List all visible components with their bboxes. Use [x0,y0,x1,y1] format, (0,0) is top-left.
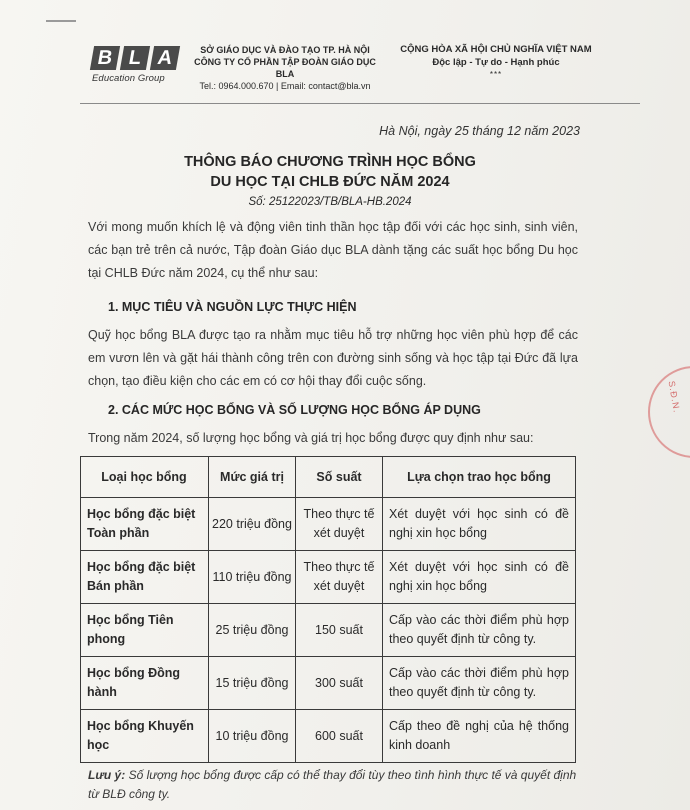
scholarship-table [80,456,576,763]
column-header: Loại học bổng [81,457,209,498]
logo-letter: L [120,46,150,70]
section2-body: Trong năm 2024, số lượng học bổng và giá trị học bổng được quy định như sau: [88,431,534,445]
table-cell: 150 suất [296,604,383,657]
footnote-text: Số lượng học bổng được cấp có thể thay đổi tùy theo tình hình thực tế và quyết định từ BLĐ công ty. [88,768,577,801]
table-cell: Học bổng Tiên phong [81,604,209,657]
table-cell: 10 triệu đồng [209,710,296,763]
table-cell: Xét duyệt với học sinh có đề nghị xin học bổng [383,498,576,551]
stamp-text: S.Đ.N. [666,380,683,414]
footnote [88,766,578,804]
table-cell: 600 suất [296,710,383,763]
table-row [81,604,576,657]
logo-subtitle: Education Group [92,73,165,84]
table-cell: Học bổng đặc biệt Bán phần [81,551,209,604]
organization-block [190,44,380,92]
logo-letter: B [90,46,120,70]
table-cell: Theo thực tế xét duyệt [296,498,383,551]
top-divider [46,20,76,22]
nation-line1: CỘNG HÒA XÃ HỘI CHỦ NGHĨA VIỆT NAM [400,44,592,55]
table-cell: Cấp vào các thời điểm phù hợp theo quyết định từ công ty. [383,604,576,657]
table-cell: Học bổng đặc biệt Toàn phần [81,498,209,551]
footnote-label: Lưu ý: [88,768,126,782]
section1-heading: 1. MỤC TIÊU VÀ NGUỒN LỰC THỰC HIỆN [108,300,357,314]
table-cell: 110 triệu đồng [209,551,296,604]
table-cell: Cấp theo đề nghị của hệ thống kinh doanh [383,710,576,763]
table-row [81,657,576,710]
section2-heading: 2. CÁC MỨC HỌC BỔNG VÀ SỐ LƯỢNG HỌC BỔNG ÁP DỤNG [108,403,481,417]
table-header-row [81,457,576,498]
document-title-line1: THÔNG BÁO CHƯƠNG TRÌNH HỌC BỔNG [184,154,476,170]
bla-logo [92,46,182,84]
org-line1: SỞ GIÁO DỤC VÀ ĐÀO TẠO TP. HÀ NỘI [200,45,370,55]
document-title-line2: DU HỌC TẠI CHLB ĐỨC NĂM 2024 [210,174,450,190]
document-date: Hà Nội, ngày 25 tháng 12 năm 2023 [379,124,580,138]
nation-line2: Độc lập - Tự do - Hạnh phúc [432,56,560,68]
table-cell: Học bổng Khuyến học [81,710,209,763]
nation-stars: *** [489,70,503,79]
column-header: Mức giá trị [209,457,296,498]
table-cell: Theo thực tế xét duyệt [296,551,383,604]
column-header: Lựa chọn trao học bổng [383,457,576,498]
table-cell: 220 triệu đồng [209,498,296,551]
section1-body: Quỹ học bổng BLA được tạo ra nhằm mục tiêu hỗ trợ những học viên phù hợp để các em vươn lên và gặt hái thành công trên con đường sinh sống và học tập tại Đức đã lựa chọn, tạo điều kiện cho các em có cơ hội thay đổi cuộc sống. [88,328,578,388]
table-row [81,551,576,604]
table-cell: 300 suất [296,657,383,710]
logo-letter: A [150,46,180,70]
table-row [81,498,576,551]
national-header [392,44,600,82]
table-row [81,710,576,763]
document-number: Số: 25122023/TB/BLA-HB.2024 [248,196,412,208]
header-rule [80,103,640,104]
table-cell: Xét duyệt với học sinh có đề nghị xin học bổng [383,551,576,604]
table-cell: 25 triệu đồng [209,604,296,657]
table-cell: Học bổng Đồng hành [81,657,209,710]
org-contact: Tel.: 0964.000.670 | Email: contact@bla.vn [199,81,371,91]
table-cell: 15 triệu đồng [209,657,296,710]
intro-paragraph: Với mong muốn khích lệ và động viên tinh thần học tập đối với các học sinh, sinh viên, các bạn trẻ trên cả nước, Tập đoàn Giáo dục BLA dành tặng các suất học bổng Du học tại CHLB Đức năm 2024, cụ thể như sau: [88,220,578,280]
column-header: Số suất [296,457,383,498]
red-seal-stamp [648,366,690,458]
table-cell: Cấp vào các thời điểm phù hợp theo quyết định từ công ty. [383,657,576,710]
org-line2: CÔNG TY CỔ PHẦN TẬP ĐOÀN GIÁO DỤC BLA [194,57,376,79]
